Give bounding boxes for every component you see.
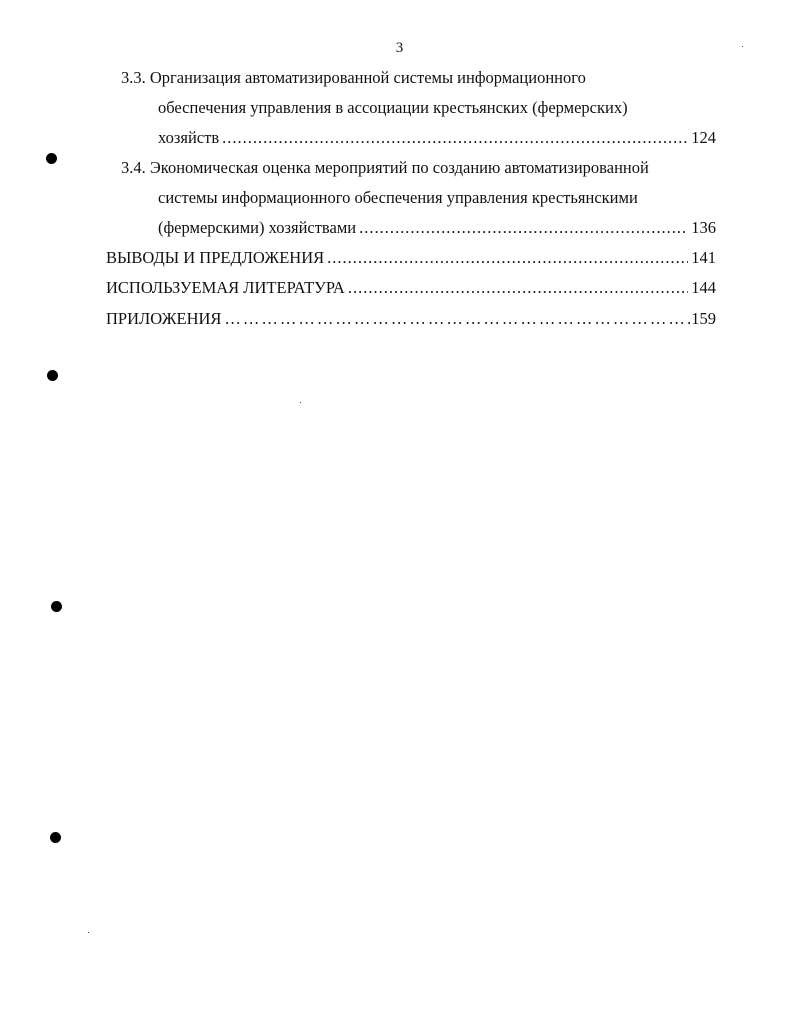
toc-entry-literature [106, 276, 716, 300]
toc-entry-3-4-page: 136 [691, 218, 716, 237]
punch-hole-mark [50, 832, 61, 843]
toc-entry-appendices-title: ПРИЛОЖЕНИЯ [106, 309, 222, 328]
toc-entry-conclusions-title: ВЫВОДЫ И ПРЕДЛОЖЕНИЯ [106, 248, 325, 267]
dot-leader [348, 276, 688, 300]
toc-entry-3-3-page: 124 [691, 128, 716, 147]
toc-entry-3-4-line-1: 3.4. Экономическая оценка мероприятий по созданию автоматизированной [121, 158, 649, 177]
dot-leader [224, 307, 684, 331]
toc-entry-3-3-line-2: обеспечения управления в ассоциации крестьянских (фермерских) [158, 98, 628, 117]
toc-entry-3-3-line-1: 3.3. Организация автоматизированной системы информационного [121, 68, 586, 87]
toc-entry-conclusions-page: 141 [691, 248, 716, 267]
toc-entry-3-4-line-2: системы информационного обеспечения управления крестьянскими [158, 188, 638, 207]
toc-entry-3-3-line-3 [158, 126, 716, 150]
toc-entry-3-4-title-end: (фермерскими) хозяйствами [158, 218, 357, 237]
toc-entry-literature-title: ИСПОЛЬЗУЕМАЯ ЛИТЕРАТУРА [106, 278, 345, 297]
scan-speck [88, 932, 89, 933]
dot-leader [222, 126, 688, 150]
toc-entry-appendices [106, 307, 716, 331]
toc-entry-appendices-page: .159 [687, 309, 716, 328]
toc-entry-3-4-line-3 [158, 216, 716, 240]
toc-entry-conclusions [106, 246, 716, 270]
toc-entry-literature-page: 144 [691, 278, 716, 297]
punch-hole-mark [46, 153, 57, 164]
toc-entry-3-3-title-end: хозяйств [158, 128, 220, 147]
dot-leader [359, 216, 688, 240]
punch-hole-mark [51, 601, 62, 612]
page-number: 3 [395, 40, 404, 56]
scan-speck [742, 46, 743, 47]
scan-speck [300, 402, 301, 403]
dot-leader [327, 246, 688, 270]
punch-hole-mark [47, 370, 58, 381]
